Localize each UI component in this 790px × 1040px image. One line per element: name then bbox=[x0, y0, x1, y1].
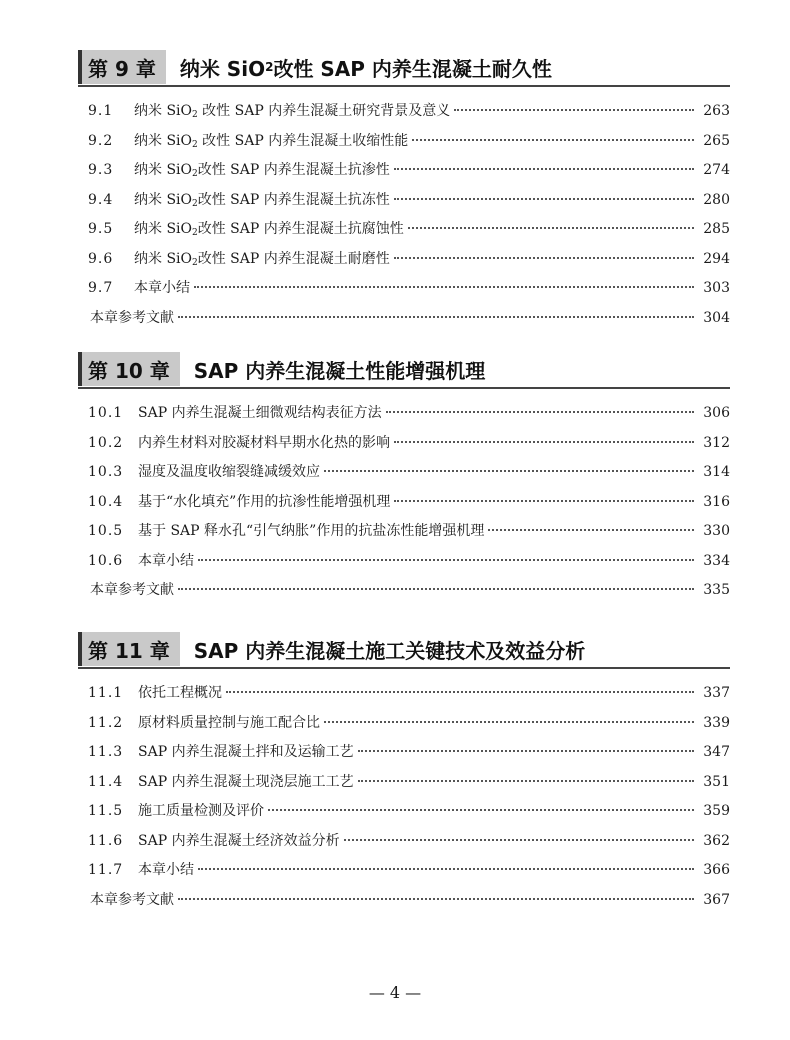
references-label: 本章参考文献 bbox=[90, 582, 174, 598]
section-title bbox=[138, 712, 320, 732]
section-title-text: 纳米 SiO bbox=[134, 221, 192, 237]
dot-leader bbox=[394, 257, 694, 259]
dot-leader bbox=[178, 588, 694, 590]
section-title-text: 纳米 SiO bbox=[134, 162, 192, 178]
section-title-text: 本章小结 bbox=[134, 280, 190, 296]
section-title-text: 本章小结 bbox=[138, 862, 194, 878]
section-title bbox=[138, 520, 484, 540]
section-title-text: SAP 内养生混凝土现浇层施工工艺 bbox=[138, 773, 354, 790]
section-title bbox=[134, 130, 408, 150]
dot-leader bbox=[324, 721, 694, 723]
section-number: 10.1 bbox=[88, 405, 124, 421]
chapter-number-badge: 第 10 章 bbox=[78, 352, 180, 386]
section-title bbox=[138, 402, 382, 422]
page-ref: 337 bbox=[703, 685, 730, 701]
section-title-text-rest: 改性 SAP 内养生混凝土研究背景及意义 bbox=[197, 103, 451, 119]
chapter-number-badge: 第 9 章 bbox=[78, 50, 166, 84]
chapter-title-subscript: 2 bbox=[265, 60, 274, 74]
section-number: 9.6 bbox=[88, 250, 114, 267]
section-number: 11.7 bbox=[88, 862, 124, 878]
page-ref: 359 bbox=[703, 803, 730, 819]
section-number: 11.5 bbox=[88, 803, 124, 819]
dot-leader bbox=[358, 750, 694, 752]
section-number: 9.5 bbox=[88, 221, 114, 237]
section-title-text: 纳米 SiO bbox=[134, 250, 192, 267]
dot-leader bbox=[454, 109, 694, 111]
page-ref: 335 bbox=[703, 582, 730, 598]
section-title bbox=[134, 189, 390, 209]
toc-entry[interactable] bbox=[78, 800, 730, 830]
chapter-number-badge: 第 11 章 bbox=[78, 632, 180, 666]
dot-leader bbox=[394, 500, 694, 502]
section-title-text: 内养生材料对胶凝材料早期水化热的影响 bbox=[138, 434, 390, 451]
chapter-section bbox=[78, 352, 730, 609]
dot-leader bbox=[198, 559, 694, 561]
chapter-section bbox=[78, 50, 730, 336]
dot-leader bbox=[394, 441, 694, 443]
page-number: — 4 — bbox=[368, 983, 422, 1002]
section-title bbox=[138, 859, 194, 879]
toc-entry[interactable] bbox=[78, 771, 730, 801]
section-number: 11.4 bbox=[88, 773, 124, 790]
chapter-title-text: SAP 内养生混凝土施工关键技术及效益分析 bbox=[193, 638, 586, 663]
section-title-text: 纳米 SiO bbox=[134, 132, 192, 149]
section-number: 9.4 bbox=[88, 191, 114, 208]
dot-leader bbox=[412, 139, 694, 141]
section-title bbox=[138, 491, 390, 511]
section-number: 10.5 bbox=[88, 523, 124, 539]
page-ref: 314 bbox=[703, 464, 730, 480]
dot-leader bbox=[198, 868, 694, 870]
section-title-text: 基于 SAP 释水孔“引气纳胀”作用的抗盐冻性能增强机理 bbox=[138, 523, 485, 539]
section-title bbox=[138, 461, 320, 481]
section-number: 10.6 bbox=[88, 552, 124, 569]
section-title bbox=[134, 277, 190, 297]
section-title-text: 依托工程概况 bbox=[138, 685, 222, 701]
section-title bbox=[138, 432, 390, 452]
section-title-text-rest: 改性 SAP 内养生混凝土收缩性能 bbox=[197, 132, 409, 149]
page-ref: 366 bbox=[703, 862, 730, 878]
dot-leader bbox=[194, 286, 694, 288]
toc-entry-references[interactable] bbox=[78, 579, 730, 609]
page-ref: 334 bbox=[703, 552, 730, 569]
toc-entry-list bbox=[78, 100, 730, 336]
section-number: 11.3 bbox=[88, 744, 124, 760]
toc-entry[interactable] bbox=[78, 189, 730, 219]
toc-entry[interactable] bbox=[78, 218, 730, 248]
section-number: 10.2 bbox=[88, 434, 124, 451]
dot-leader bbox=[324, 470, 694, 472]
chapter-heading bbox=[78, 352, 730, 386]
page-ref: 294 bbox=[703, 250, 730, 267]
section-title-text: 施工质量检测及评价 bbox=[138, 803, 264, 819]
section-title-subscript: 2 bbox=[192, 198, 198, 209]
section-number: 9.7 bbox=[88, 280, 114, 296]
section-title bbox=[134, 100, 450, 120]
page-ref: 367 bbox=[703, 891, 730, 908]
toc-entry[interactable] bbox=[78, 741, 730, 771]
toc-entry[interactable] bbox=[78, 830, 730, 860]
chapter-heading bbox=[78, 632, 730, 666]
toc-entry[interactable] bbox=[78, 491, 730, 521]
section-title bbox=[134, 248, 390, 268]
page-ref: 347 bbox=[703, 744, 730, 760]
section-title bbox=[138, 682, 222, 702]
page-ref: 280 bbox=[703, 191, 730, 208]
chapter-divider bbox=[78, 667, 730, 669]
section-number: 9.1 bbox=[88, 103, 114, 119]
chapter-title-text-rest: 改性 SAP 内养生混凝土耐久性 bbox=[273, 56, 552, 81]
dot-leader bbox=[178, 898, 694, 900]
page-ref: 306 bbox=[703, 405, 730, 421]
section-title-text-rest: 改性 SAP 内养生混凝土抗腐蚀性 bbox=[197, 221, 404, 237]
toc-entry-list bbox=[78, 402, 730, 609]
page-ref: 274 bbox=[703, 162, 730, 178]
toc-entry[interactable] bbox=[78, 402, 730, 432]
section-number: 10.3 bbox=[88, 464, 124, 480]
dot-leader bbox=[344, 839, 694, 841]
section-title-text-rest: 改性 SAP 内养生混凝土抗渗性 bbox=[197, 162, 390, 178]
page-ref: 330 bbox=[703, 523, 730, 539]
section-number: 10.4 bbox=[88, 493, 124, 510]
dot-leader bbox=[394, 168, 694, 170]
section-title-subscript: 2 bbox=[192, 228, 198, 238]
toc-entry[interactable] bbox=[78, 432, 730, 462]
page-ref: 263 bbox=[703, 103, 730, 119]
toc-entry[interactable] bbox=[78, 712, 730, 742]
section-title-subscript: 2 bbox=[192, 169, 198, 179]
section-title-subscript: 2 bbox=[192, 139, 198, 150]
dot-leader bbox=[394, 198, 694, 200]
section-number: 11.2 bbox=[88, 714, 124, 731]
section-title-text: SAP 内养生混凝土经济效益分析 bbox=[138, 832, 340, 849]
toc-entry-list bbox=[78, 682, 730, 918]
section-title bbox=[138, 771, 354, 791]
page-ref: 316 bbox=[703, 493, 730, 510]
section-title bbox=[138, 800, 264, 820]
section-title bbox=[134, 218, 404, 238]
page-ref: 303 bbox=[703, 280, 730, 296]
chapter-divider bbox=[78, 387, 730, 389]
toc-entry[interactable] bbox=[78, 682, 730, 712]
toc-entry[interactable] bbox=[78, 159, 730, 189]
section-title-text: 原材料质量控制与施工配合比 bbox=[138, 714, 320, 731]
page-ref: 362 bbox=[703, 832, 730, 849]
section-title bbox=[138, 550, 194, 570]
section-number: 9.3 bbox=[88, 162, 114, 178]
dot-leader bbox=[358, 780, 694, 782]
chapter-title-text: SAP 内养生混凝土性能增强机理 bbox=[193, 358, 486, 383]
dot-leader bbox=[386, 411, 694, 413]
toc-entry[interactable] bbox=[78, 277, 730, 307]
chapter-title bbox=[166, 50, 552, 84]
section-title bbox=[138, 830, 340, 850]
references-label: 本章参考文献 bbox=[90, 309, 174, 326]
dot-leader bbox=[268, 809, 694, 811]
section-number: 11.6 bbox=[88, 832, 124, 849]
dot-leader bbox=[408, 227, 694, 229]
chapter-title bbox=[180, 632, 586, 666]
page-ref: 265 bbox=[703, 132, 730, 149]
toc-entry[interactable] bbox=[78, 461, 730, 491]
references-label: 本章参考文献 bbox=[90, 891, 174, 908]
section-title-subscript: 2 bbox=[192, 257, 198, 268]
section-title-text-rest: 改性 SAP 内养生混凝土耐磨性 bbox=[197, 250, 390, 267]
dot-leader bbox=[226, 691, 694, 693]
section-number: 11.1 bbox=[88, 685, 124, 701]
page-ref: 351 bbox=[703, 773, 730, 790]
section-title-subscript: 2 bbox=[192, 110, 198, 120]
dot-leader bbox=[488, 529, 694, 531]
chapter-divider bbox=[78, 85, 730, 87]
chapter-title bbox=[180, 352, 486, 386]
section-title bbox=[138, 741, 354, 761]
toc-entry[interactable] bbox=[78, 520, 730, 550]
section-title-text: 本章小结 bbox=[138, 552, 194, 569]
toc-entry-references[interactable] bbox=[78, 307, 730, 337]
section-title-text: 基于“水化填充”作用的抗渗性能增强机理 bbox=[138, 493, 391, 510]
page-ref: 304 bbox=[703, 309, 730, 326]
section-title-text: 纳米 SiO bbox=[134, 103, 192, 119]
toc-entry-references[interactable] bbox=[78, 889, 730, 919]
page-ref: 285 bbox=[703, 221, 730, 237]
section-title-text: SAP 内养生混凝土拌和及运输工艺 bbox=[138, 744, 354, 760]
toc-entry[interactable] bbox=[78, 130, 730, 160]
toc-entry[interactable] bbox=[78, 100, 730, 130]
section-title-text: SAP 内养生混凝土细微观结构表征方法 bbox=[138, 405, 382, 421]
section-title-text: 纳米 SiO bbox=[134, 191, 192, 208]
dot-leader bbox=[178, 316, 694, 318]
page-ref: 339 bbox=[703, 714, 730, 731]
section-title bbox=[134, 159, 390, 179]
section-title-text: 湿度及温度收缩裂缝减缓效应 bbox=[138, 464, 320, 480]
section-number: 9.2 bbox=[88, 132, 114, 149]
chapter-title-text: 纳米 SiO bbox=[179, 56, 266, 81]
page-ref: 312 bbox=[703, 434, 730, 451]
chapter-heading bbox=[78, 50, 730, 84]
section-title-text-rest: 改性 SAP 内养生混凝土抗冻性 bbox=[197, 191, 390, 208]
toc-entry[interactable] bbox=[78, 859, 730, 889]
toc-entry[interactable] bbox=[78, 550, 730, 580]
chapter-section bbox=[78, 632, 730, 918]
toc-entry[interactable] bbox=[78, 248, 730, 278]
